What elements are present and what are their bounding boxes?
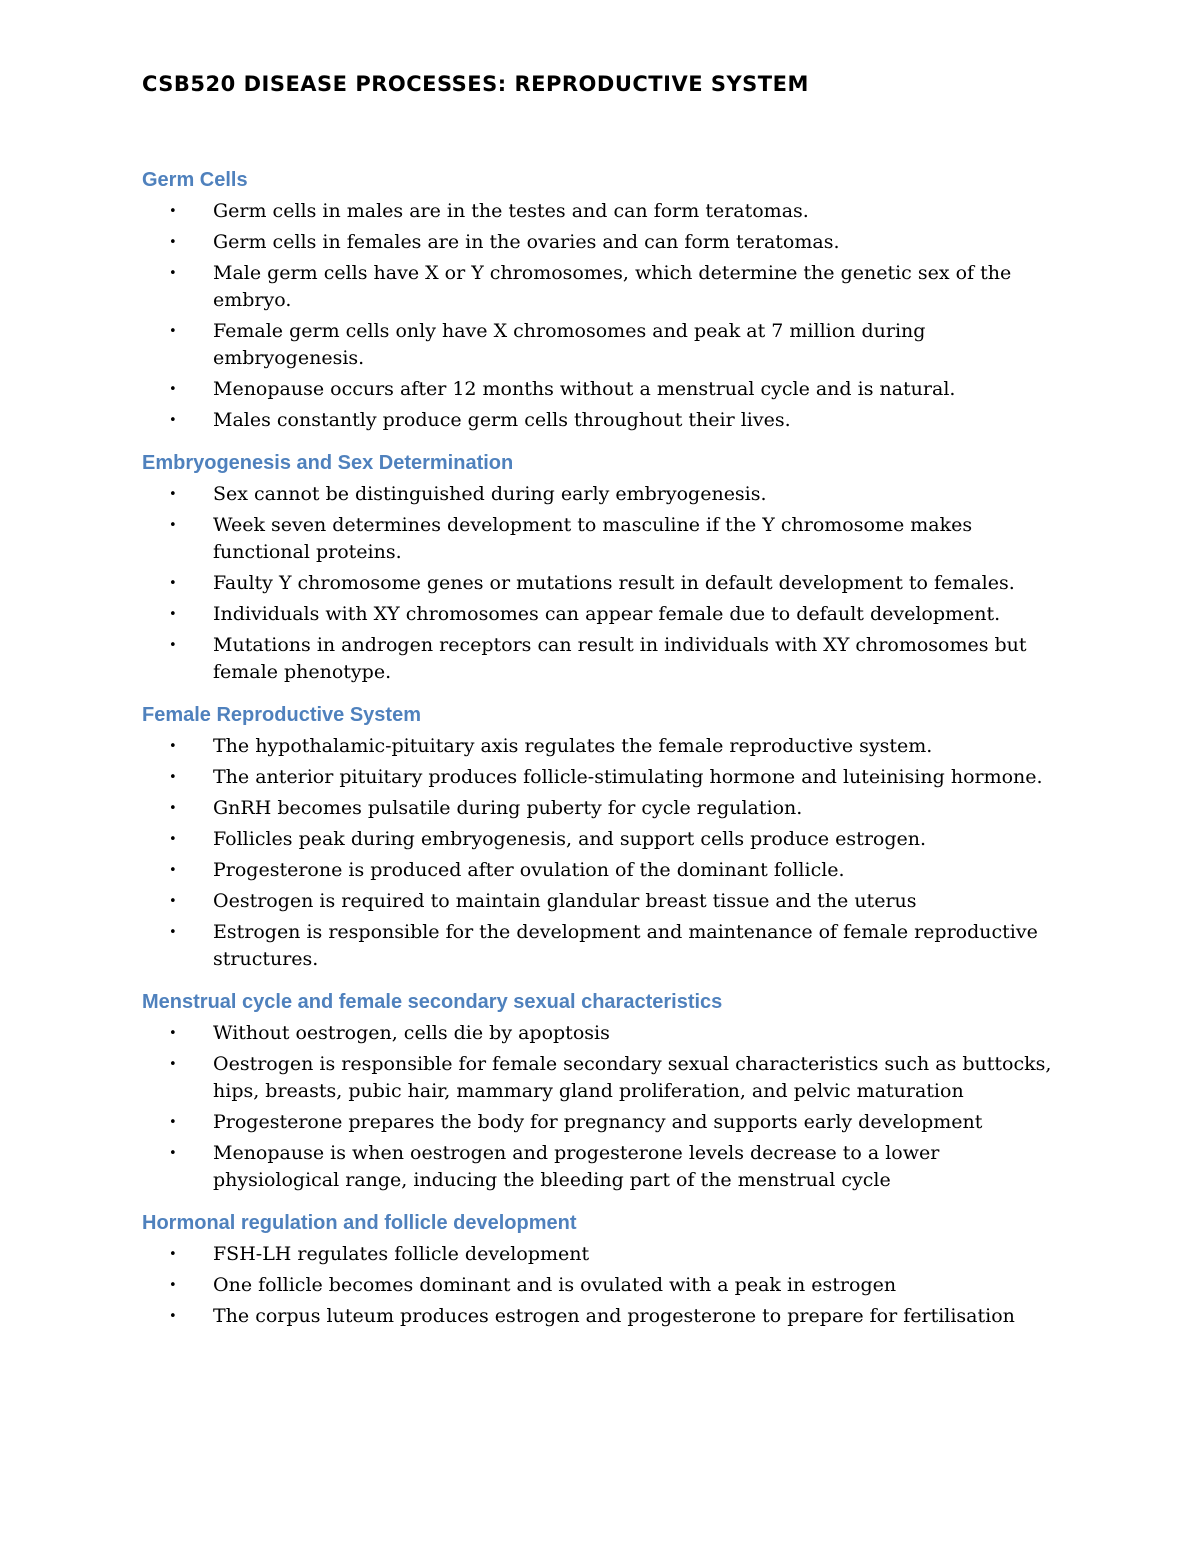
bullet-icon: • — [169, 487, 177, 502]
bullet-icon: • — [169, 235, 177, 250]
bullet-icon: • — [169, 1309, 177, 1324]
bullet-list — [142, 1020, 1070, 1194]
list-item-text: Progesterone is produced after ovulation of the dominant follicle. — [213, 859, 845, 881]
list-item-text: Male germ cells have X or Y chromosomes, which determine the genetic sex of the embryo. — [213, 262, 1012, 311]
list-item-text: Germ cells in females are in the ovaries and can form teratomas. — [213, 231, 840, 253]
document-title: CSB520 DISEASE PROCESSES: REPRODUCTIVE SYSTEM — [142, 72, 809, 96]
bullet-icon: • — [169, 1026, 177, 1041]
list-item-text: Menopause occurs after 12 months without a menstrual cycle and is natural. — [213, 378, 956, 400]
bullet-icon: • — [169, 413, 177, 428]
list-item — [142, 919, 1070, 973]
bullet-icon: • — [169, 518, 177, 533]
list-item-text: Follicles peak during embryogenesis, and support cells produce estrogen. — [213, 828, 927, 850]
bullet-icon: • — [169, 204, 177, 219]
list-item — [142, 601, 1070, 628]
bullet-icon: • — [169, 770, 177, 785]
list-item-text: Week seven determines development to masculine if the Y chromosome makes functional proteins. — [213, 514, 973, 563]
list-item-text: FSH-LH regulates follicle development — [213, 1243, 590, 1265]
bullet-list — [142, 481, 1070, 686]
bullet-icon: • — [169, 863, 177, 878]
list-item — [142, 1140, 1070, 1194]
list-item — [142, 1272, 1070, 1299]
list-item — [142, 1109, 1070, 1136]
list-item-text: Female germ cells only have X chromosomes and peak at 7 million during embryogenesis. — [213, 320, 926, 369]
bullet-icon: • — [169, 638, 177, 653]
section-hormonal-regulation — [142, 1209, 1070, 1330]
list-item-text: Sex cannot be distinguished during early embryogenesis. — [213, 483, 767, 505]
list-item — [142, 764, 1070, 791]
list-item — [142, 512, 1070, 566]
list-item-text: Germ cells in males are in the testes and can form teratomas. — [213, 200, 809, 222]
list-item — [142, 888, 1070, 915]
list-item — [142, 229, 1070, 256]
bullet-icon: • — [169, 324, 177, 339]
list-item — [142, 1051, 1070, 1105]
bullet-icon: • — [169, 894, 177, 909]
list-item-text: Oestrogen is required to maintain glandular breast tissue and the uterus — [213, 890, 917, 912]
list-item — [142, 1241, 1070, 1268]
list-item — [142, 1020, 1070, 1047]
list-item-text: Individuals with XY chromosomes can appear female due to default development. — [213, 603, 1001, 625]
list-item-text: Menopause is when oestrogen and progesterone levels decrease to a lower physiological range, inducing the bleeding part of the menstrual cycle — [213, 1142, 940, 1191]
bullet-icon: • — [169, 1115, 177, 1130]
list-item — [142, 1303, 1070, 1330]
bullet-icon: • — [169, 1057, 177, 1072]
list-item — [142, 376, 1070, 403]
list-item — [142, 260, 1070, 314]
list-item-text: Males constantly produce germ cells throughout their lives. — [213, 409, 791, 431]
list-item-text: Mutations in androgen receptors can result in individuals with XY chromosomes but female phenotype. — [213, 634, 1027, 683]
list-item-text: The hypothalamic-pituitary axis regulates the female reproductive system. — [213, 735, 933, 757]
list-item-text: One follicle becomes dominant and is ovulated with a peak in estrogen — [213, 1274, 897, 1296]
bullet-icon: • — [169, 739, 177, 754]
list-item — [142, 407, 1070, 434]
list-item-text: The corpus luteum produces estrogen and progesterone to prepare for fertilisation — [213, 1305, 1015, 1327]
bullet-icon: • — [169, 266, 177, 281]
bullet-icon: • — [169, 1278, 177, 1293]
list-item-text: Estrogen is responsible for the development and maintenance of female reproductive structures. — [213, 921, 1038, 970]
bullet-icon: • — [169, 801, 177, 816]
bullet-list — [142, 733, 1070, 973]
list-item — [142, 198, 1070, 225]
list-item-text: Without oestrogen, cells die by apoptosis — [213, 1022, 610, 1044]
section-heading: Menstrual cycle and female secondary sexual characteristics — [142, 991, 723, 1013]
list-item — [142, 826, 1070, 853]
list-item — [142, 570, 1070, 597]
bullet-icon: • — [169, 925, 177, 940]
list-item-text: GnRH becomes pulsatile during puberty for cycle regulation. — [213, 797, 803, 819]
section-germ-cells — [142, 166, 1070, 434]
bullet-icon: • — [169, 1247, 177, 1262]
bullet-list — [142, 198, 1070, 434]
list-item — [142, 481, 1070, 508]
list-item-text: Faulty Y chromosome genes or mutations result in default development to females. — [213, 572, 1015, 594]
section-heading: Germ Cells — [142, 169, 248, 191]
section-heading: Female Reproductive System — [142, 704, 421, 726]
bullet-icon: • — [169, 382, 177, 397]
section-embryogenesis — [142, 449, 1070, 686]
list-item-text: Progesterone prepares the body for pregnancy and supports early development — [213, 1111, 983, 1133]
list-item — [142, 632, 1070, 686]
list-item — [142, 318, 1070, 372]
section-heading: Hormonal regulation and follicle development — [142, 1212, 577, 1234]
section-female-reproductive-system — [142, 701, 1070, 973]
bullet-icon: • — [169, 607, 177, 622]
bullet-icon: • — [169, 832, 177, 847]
bullet-list — [142, 1241, 1070, 1330]
list-item — [142, 857, 1070, 884]
section-menstrual-cycle — [142, 988, 1070, 1194]
list-item — [142, 733, 1070, 760]
list-item-text: The anterior pituitary produces follicle-stimulating hormone and luteinising hormone. — [213, 766, 1043, 788]
section-heading: Embryogenesis and Sex Determination — [142, 452, 514, 474]
list-item — [142, 795, 1070, 822]
bullet-icon: • — [169, 576, 177, 591]
bullet-icon: • — [169, 1146, 177, 1161]
list-item-text: Oestrogen is responsible for female secondary sexual characteristics such as buttocks, hips, breasts, pubic hair, mammary gland proliferation, and pelvic maturation — [213, 1053, 1052, 1102]
